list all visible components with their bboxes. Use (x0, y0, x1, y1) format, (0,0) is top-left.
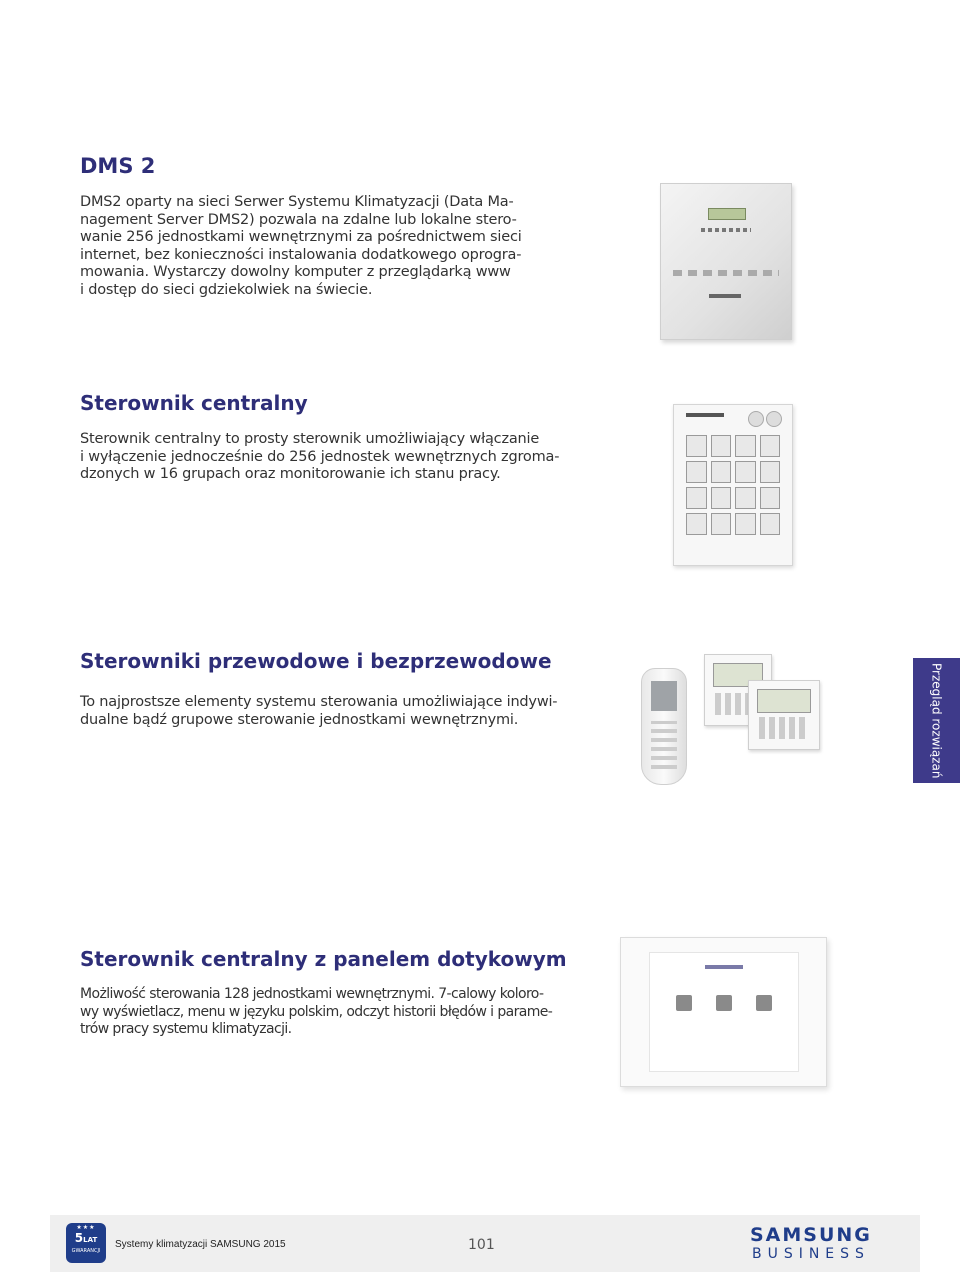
side-tab-label: Przegląd rozwiązań (929, 662, 944, 779)
section-title-central-controller: Sterownik centralny (80, 391, 308, 415)
central-controller-knob (766, 411, 782, 427)
section-central-controller (80, 390, 559, 484)
section-text-wired-wireless: To najprostsze elementy systemu sterowania umożliwiające indywi- dualne bądź grupowe sterowanie jednostkami wewnętrznymi. (80, 694, 558, 728)
central-controller-button-grid (686, 435, 780, 535)
samsung-business-logo (750, 1225, 872, 1263)
wireless-remote-image (641, 668, 687, 785)
footer-title: Systemy klimatyzacji SAMSUNG 2015 (115, 1239, 286, 1250)
dms2-buttons (701, 228, 751, 232)
section-title-wired-wireless: Sterowniki przewodowe i bezprzewodowe (80, 649, 552, 673)
side-tab (913, 658, 960, 783)
wired-controller-keys (759, 717, 809, 739)
section-title-touch-panel: Sterownik centralny z panelem dotykowym (80, 947, 567, 971)
dms2-device-image (660, 183, 792, 340)
warranty-caption: GWARANCJI (71, 1248, 101, 1254)
section-touch-panel (80, 946, 567, 1039)
touch-panel-screen (649, 952, 799, 1072)
remote-keys (651, 721, 677, 769)
warranty-badge (66, 1223, 106, 1263)
wired-controller-image (748, 680, 820, 750)
brand-name: SAMSUNG (750, 1224, 872, 1246)
section-dms2 (80, 152, 522, 299)
central-controller-knob (748, 411, 764, 427)
touch-panel-icon (756, 995, 772, 1011)
warranty-years: 5LAT (74, 1231, 98, 1245)
touch-panel-image (620, 937, 827, 1087)
brand-sub: BUSINESS (751, 1246, 870, 1262)
section-wired-wireless (80, 648, 557, 729)
page-number: 101 (468, 1237, 495, 1253)
central-controller-image (673, 404, 793, 566)
dms2-ports (673, 270, 779, 276)
section-title-dms2: DMS 2 (80, 154, 156, 178)
wired-controller-display (757, 689, 811, 713)
central-controller-brand (686, 413, 724, 417)
touch-panel-brand (705, 965, 743, 969)
section-text-dms2: DMS2 oparty na sieci Serwer Systemu Klimatyzacji (Data Ma- nagement Server DMS2) pozwala na zdalne lub lokalne stero- wanie 256 jednostkami wewnętrznymi za pośrednictwem sieci internet, bez konieczności instalowania dodatkowego oprogra- mowania. Wystarczy dowolny komputer z przeglądarką www i dostęp do sieci gdziekolwiek na świecie. (80, 194, 522, 298)
page-footer (50, 1215, 920, 1272)
section-text-touch-panel: Możliwość sterowania 128 jednostkami wewnętrznymi. 7-calowy koloro- wy wyświetlacz, menu w języku polskim, odczyt historii błędów i parame- trów pracy systemu klimatyzacji. (80, 986, 553, 1037)
dms2-display (708, 208, 746, 220)
remote-display (651, 681, 677, 711)
touch-panel-icon (676, 995, 692, 1011)
touch-panel-icon (716, 995, 732, 1011)
dms2-logo (709, 294, 741, 298)
section-text-central-controller: Sterownik centralny to prosty sterownik umożliwiający włączanie i wyłączenie jednocześnie do 256 jednostek wewnętrznych zgroma- dzonych w 16 grupach oraz monitorowanie ich stanu pracy. (80, 431, 560, 482)
stars-icon: ★★★ (76, 1224, 96, 1231)
